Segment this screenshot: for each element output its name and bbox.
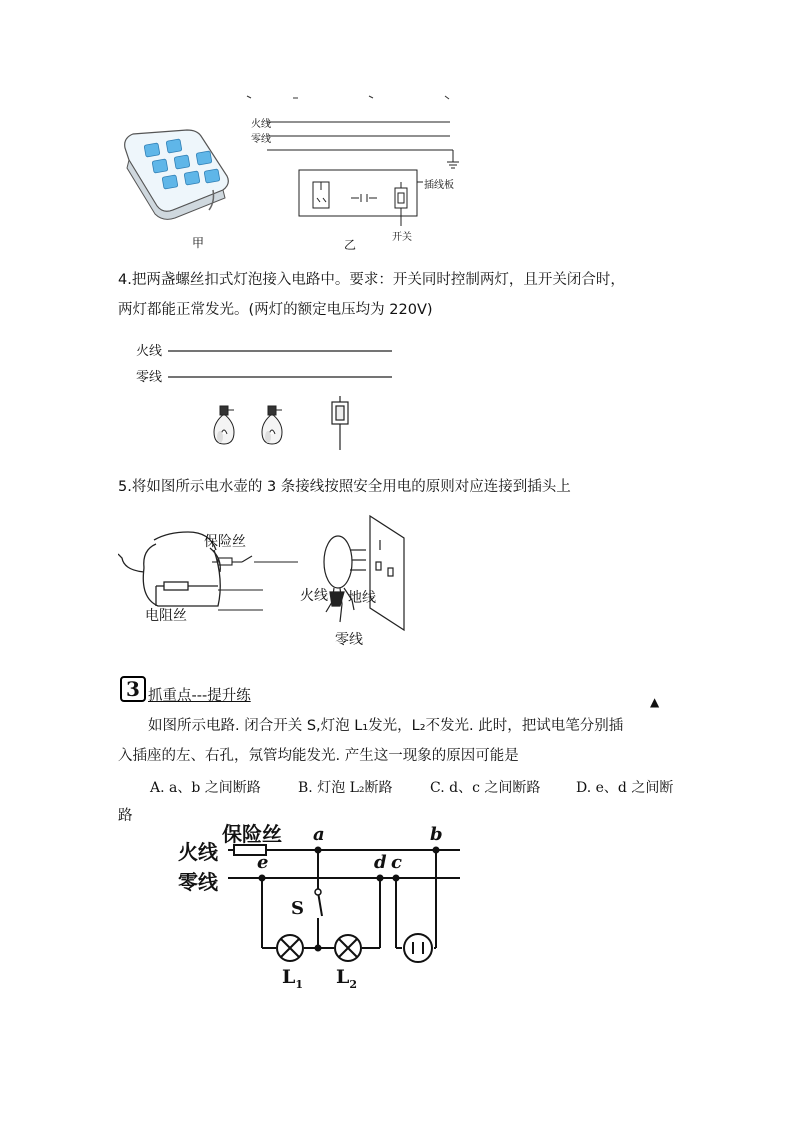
fig4-fuse-label: 保险丝 bbox=[222, 822, 282, 846]
lamp-l1-sub: 1 bbox=[295, 977, 304, 991]
q5-text: 5.将如图所示电水壶的 3 条接线按照安全用电的原则对应连接到插头上 bbox=[118, 479, 571, 495]
q6-line2: 入插座的左、右孔，氖管均能发光. 产生这一现象的原因可能是 bbox=[118, 748, 519, 764]
bulb-1-icon bbox=[214, 406, 234, 444]
fig3-ground-label: 地线 bbox=[348, 590, 376, 606]
fig2-live-label: 火线 bbox=[136, 344, 163, 359]
q6-line1: 如图所示电路. 闭合开关 S,灯泡 L₁发光，L₂不发光. 此时，把试电笔分别插 bbox=[148, 718, 624, 734]
section-title: 抓重点---提升练 bbox=[148, 688, 251, 704]
bulb-2-icon bbox=[262, 406, 282, 444]
fig3-live-label: 火线 bbox=[300, 588, 328, 604]
fig4-neutral-label: 零线 bbox=[178, 870, 218, 894]
lamp-l1-icon bbox=[277, 935, 303, 961]
fig4-live-label: 火线 bbox=[178, 840, 218, 864]
fig1-caption-jia: 甲 bbox=[192, 236, 205, 250]
q4-line1: 4.把两盏螺丝扣式灯泡接入电路中。要求：开关同时控制两灯，且开关闭合时， bbox=[118, 272, 625, 288]
q6-option-b: B. 灯泡 L₂断路 bbox=[298, 780, 393, 796]
lamp-l2-icon bbox=[335, 935, 361, 961]
figure-3-svg bbox=[118, 510, 418, 655]
section-number-badge: 3 bbox=[120, 676, 146, 702]
fig3-neutral-label: 零线 bbox=[335, 632, 363, 648]
q6-option-a: A. a、b 之间断路 bbox=[150, 780, 261, 796]
lamp-l2-letter: L bbox=[336, 966, 350, 988]
fig2-neutral-label: 零线 bbox=[136, 370, 163, 385]
switch-icon bbox=[332, 396, 348, 450]
fig1-live-label: 火线 bbox=[251, 119, 271, 130]
lamp-l1-label bbox=[282, 966, 303, 991]
wall-socket-icon bbox=[370, 516, 404, 630]
fig1-neutral-label: 零线 bbox=[251, 134, 271, 145]
node-c-label: c bbox=[391, 852, 402, 873]
figure-1 bbox=[115, 90, 475, 255]
node-a-label: a bbox=[313, 824, 325, 845]
lamp-l1-letter: L bbox=[282, 966, 296, 988]
q4-line2: 两灯都能正常发光。(两灯的额定电压均为 220V) bbox=[118, 302, 433, 318]
figure-1-svg bbox=[115, 90, 475, 255]
power-strip-image bbox=[125, 130, 229, 219]
node-b-label: b bbox=[430, 824, 443, 845]
switch-s-label: S bbox=[291, 898, 304, 919]
q6-option-d-tail: 路 bbox=[118, 808, 133, 824]
kettle-wiring bbox=[212, 556, 298, 610]
circuit-yi bbox=[267, 122, 459, 226]
lamp-l2-sub: 2 bbox=[349, 977, 358, 991]
triangle-marker: ▲ bbox=[650, 695, 660, 709]
fig1-caption-yi: 乙 bbox=[344, 238, 357, 252]
q6-option-d: D. e、d 之间断 bbox=[576, 780, 674, 796]
figure-2 bbox=[130, 340, 410, 455]
cropped-remnants bbox=[247, 96, 449, 99]
node-e-label: e bbox=[257, 852, 269, 873]
fig1-socket-label: 插线板 bbox=[424, 180, 454, 191]
fig3-resistor-label: 电阻丝 bbox=[145, 608, 187, 624]
fig3-fuse-label: 保险丝 bbox=[204, 534, 246, 550]
fig1-switch-label: 开关 bbox=[392, 232, 412, 243]
figure-3 bbox=[118, 510, 418, 655]
socket-icon bbox=[404, 934, 432, 962]
node-d-label: d bbox=[374, 852, 387, 873]
q6-option-c: C. d、c 之间断路 bbox=[430, 780, 541, 796]
plug-icon bbox=[324, 536, 366, 622]
figure-2-svg bbox=[130, 340, 410, 455]
lamp-l2-label bbox=[336, 966, 357, 991]
